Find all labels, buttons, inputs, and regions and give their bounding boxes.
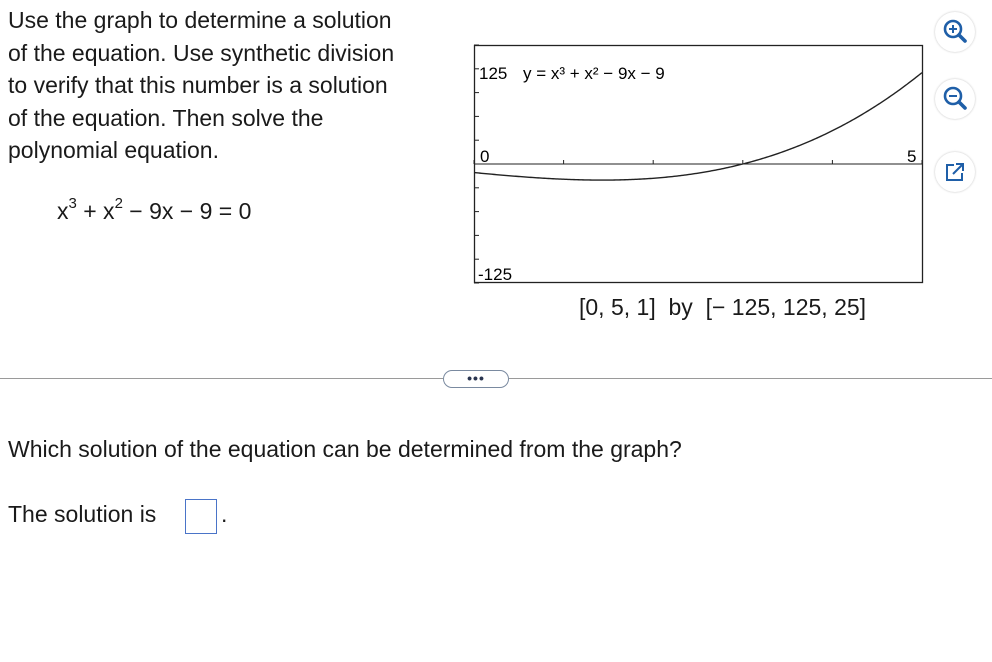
graph <box>474 45 924 285</box>
divider <box>509 378 992 379</box>
instruction-line: of the equation. Use synthetic division <box>8 39 395 66</box>
zoom-in-button[interactable] <box>935 12 975 52</box>
popout-button[interactable] <box>935 152 975 192</box>
x-min-label: 0 <box>480 147 490 166</box>
eq-x: x <box>57 198 69 224</box>
function-label: y = x³ + x² − 9x − 9 <box>523 64 665 83</box>
more-button[interactable]: ••• <box>443 370 509 388</box>
zoom-out-button[interactable] <box>935 79 975 119</box>
popout-icon <box>935 152 975 192</box>
question-text: Which solution of the equation can be determined from the graph? <box>8 436 682 462</box>
eq-rest: − 9x − 9 = 0 <box>122 198 252 224</box>
x-max-label: 5 <box>907 147 917 166</box>
graph-svg <box>474 45 924 285</box>
instruction-line: polynomial equation. <box>8 137 219 163</box>
instruction-line: of the equation. Then solve the <box>8 104 324 131</box>
instruction-line: to verify that this number is a solution <box>8 72 388 98</box>
instructions-text <box>8 4 468 167</box>
instruction-line: Use the graph to determine a solution <box>8 7 392 33</box>
window-caption: [0, 5, 1] by [− 125, 125, 25] <box>579 294 867 320</box>
y-max-label: 125 <box>479 64 508 83</box>
y-min-label: -125 <box>478 265 513 284</box>
eq-exp-3: 3 <box>68 195 77 212</box>
answer-period: . <box>221 501 228 527</box>
answer-input[interactable] <box>185 499 217 534</box>
eq-plus-x: + x <box>76 198 115 224</box>
divider <box>0 378 443 379</box>
answer-label: The solution is <box>8 501 157 527</box>
polynomial-equation <box>57 195 252 225</box>
eq-exp-2: 2 <box>114 195 123 212</box>
zoom-in-icon <box>935 12 975 52</box>
zoom-out-icon <box>935 79 975 119</box>
